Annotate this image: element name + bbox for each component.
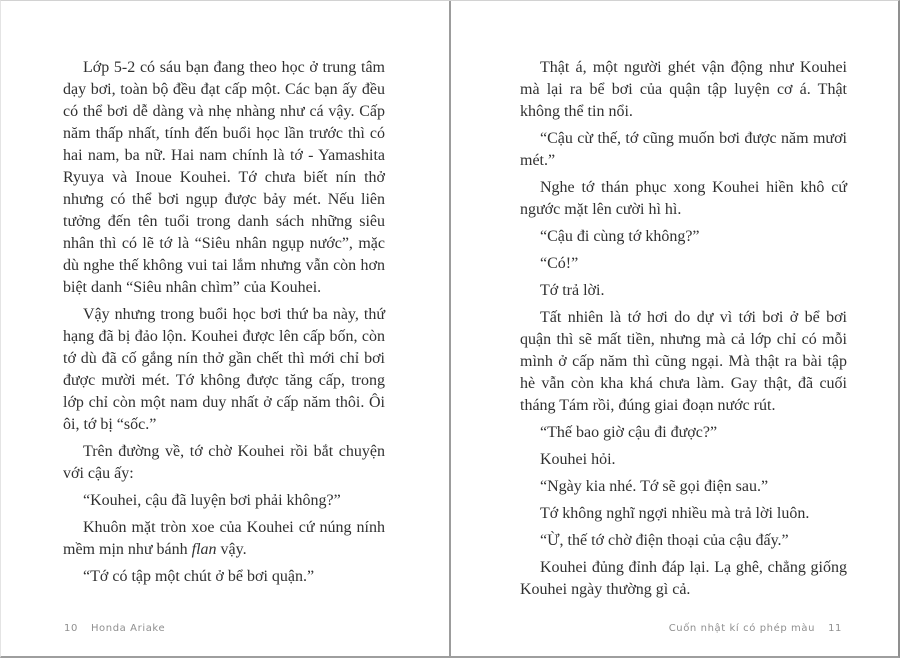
paragraph — [63, 304, 385, 436]
page-text — [63, 57, 385, 593]
text-run: Nghe tớ thán phục xong Kouhei hiền khô cứ ngước mặt lên cười hì hì. — [520, 179, 847, 218]
paragraph — [520, 177, 847, 221]
text-run: “Ngày kia nhé. Tớ sẽ gọi điện sau.” — [540, 478, 769, 495]
text-run: Tớ trả lời. — [540, 282, 605, 299]
paragraph — [520, 128, 847, 172]
text-run: Trên đường về, tớ chờ Kouhei rồi bắt chuyện với cậu ấy: — [63, 443, 385, 482]
right-page — [451, 1, 899, 656]
paragraph — [520, 57, 847, 123]
author-name: Honda Ariake — [90, 623, 166, 634]
book-title: Cuốn nhật kí có phép màu — [668, 623, 816, 634]
paragraph — [520, 226, 847, 248]
page-text — [520, 57, 847, 606]
paragraph — [520, 422, 847, 444]
paragraph — [520, 307, 847, 417]
text-run: “Có!” — [540, 255, 579, 272]
text-run: “Kouhei, cậu đã luyện bơi phải không?” — [83, 492, 341, 509]
paragraph — [520, 503, 847, 525]
page-footer — [64, 623, 165, 634]
text-run: flan — [191, 541, 217, 558]
text-run: vậy. — [216, 541, 247, 558]
text-run: Thật á, một người ghét vận động như Kouhei mà lại ra bể bơi của quận tập luyện cơ á. Thật không thể tin nổi. — [520, 59, 847, 120]
text-run: Kouhei hỏi. — [540, 451, 616, 468]
paragraph — [520, 449, 847, 471]
text-run: Lớp 5-2 có sáu bạn đang theo học ở trung tâm dạy bơi, toàn bộ đều đạt cấp một. Các bạn ấy đều có thể bơi dễ dàng và nhẹ nhàng như cá vậy. Cấp năm thấp nhất, tính đến buổi học lần trước thì có hai nam, ba nữ. Hai nam chính là tớ - Yamashita Ryuya và Inoue Kouhei. Tớ chưa biết nín thở nhưng có thể bơi ngụp được bảy mét. Nếu liên tưởng đến tên tuổi trong danh sách những siêu nhân thì có lẽ tớ là “Siêu nhân ngụp nước”, mặc dù nghe thế không vui tai lắm nhưng vẫn còn hơn biệt danh “Siêu nhân chìm” của Kouhei. — [63, 59, 385, 296]
paragraph — [520, 557, 847, 601]
paragraph — [520, 476, 847, 498]
text-run: “Thế bao giờ cậu đi được?” — [540, 424, 718, 441]
paragraph — [63, 566, 385, 588]
paragraph — [520, 530, 847, 552]
paragraph — [63, 441, 385, 485]
paragraph — [63, 57, 385, 299]
paragraph — [63, 490, 385, 512]
text-run: “Cậu cừ thế, tớ cũng muốn bơi được năm mươi mét.” — [520, 130, 847, 169]
paragraph — [520, 253, 847, 275]
left-page — [1, 1, 449, 656]
paragraph — [63, 517, 385, 561]
text-run: Khuôn mặt tròn xoe của Kouhei cứ núng nính mềm mịn như bánh — [63, 519, 385, 558]
text-run: Vậy nhưng trong buổi học bơi thứ ba này, thứ hạng đã bị đảo lộn. Kouhei được lên cấp bốn, còn tớ dù đã cố gắng nín thở gần chết thì mới chỉ bơi được mười mét. Tớ không được tăng cấp, trong lớp chỉ còn một nam duy nhất ở cấp năm thôi. Ôi ôi, tớ bị “sốc.” — [63, 306, 385, 433]
text-run: “Ừ, thế tớ chờ điện thoại của cậu đấy.” — [540, 532, 789, 549]
text-run: Kouhei đủng đỉnh đáp lại. Lạ ghê, chẳng giống Kouhei ngày thường gì cả. — [520, 559, 847, 598]
page-footer — [669, 623, 842, 634]
text-run: “Cậu đi cùng tớ không?” — [540, 228, 700, 245]
text-run: Tất nhiên là tớ hơi do dự vì tới bơi ở bể bơi quận thì sẽ mất tiền, nhưng mà cả lớp chỉ có mỗi mình ở cấp năm thì cũng ngại. Mà thật ra bài tập hè vẫn còn kha khá chưa làm. Gay thật, đã cuối tháng Tám rồi, đúng giai đoạn nước rút. — [520, 309, 847, 414]
paragraph — [520, 280, 847, 302]
text-run: “Tớ có tập một chút ở bể bơi quận.” — [83, 568, 315, 585]
text-run: Tớ không nghĩ ngợi nhiều mà trả lời luôn. — [540, 505, 810, 522]
page-number: 11 — [828, 623, 842, 634]
page-number: 10 — [64, 623, 78, 634]
